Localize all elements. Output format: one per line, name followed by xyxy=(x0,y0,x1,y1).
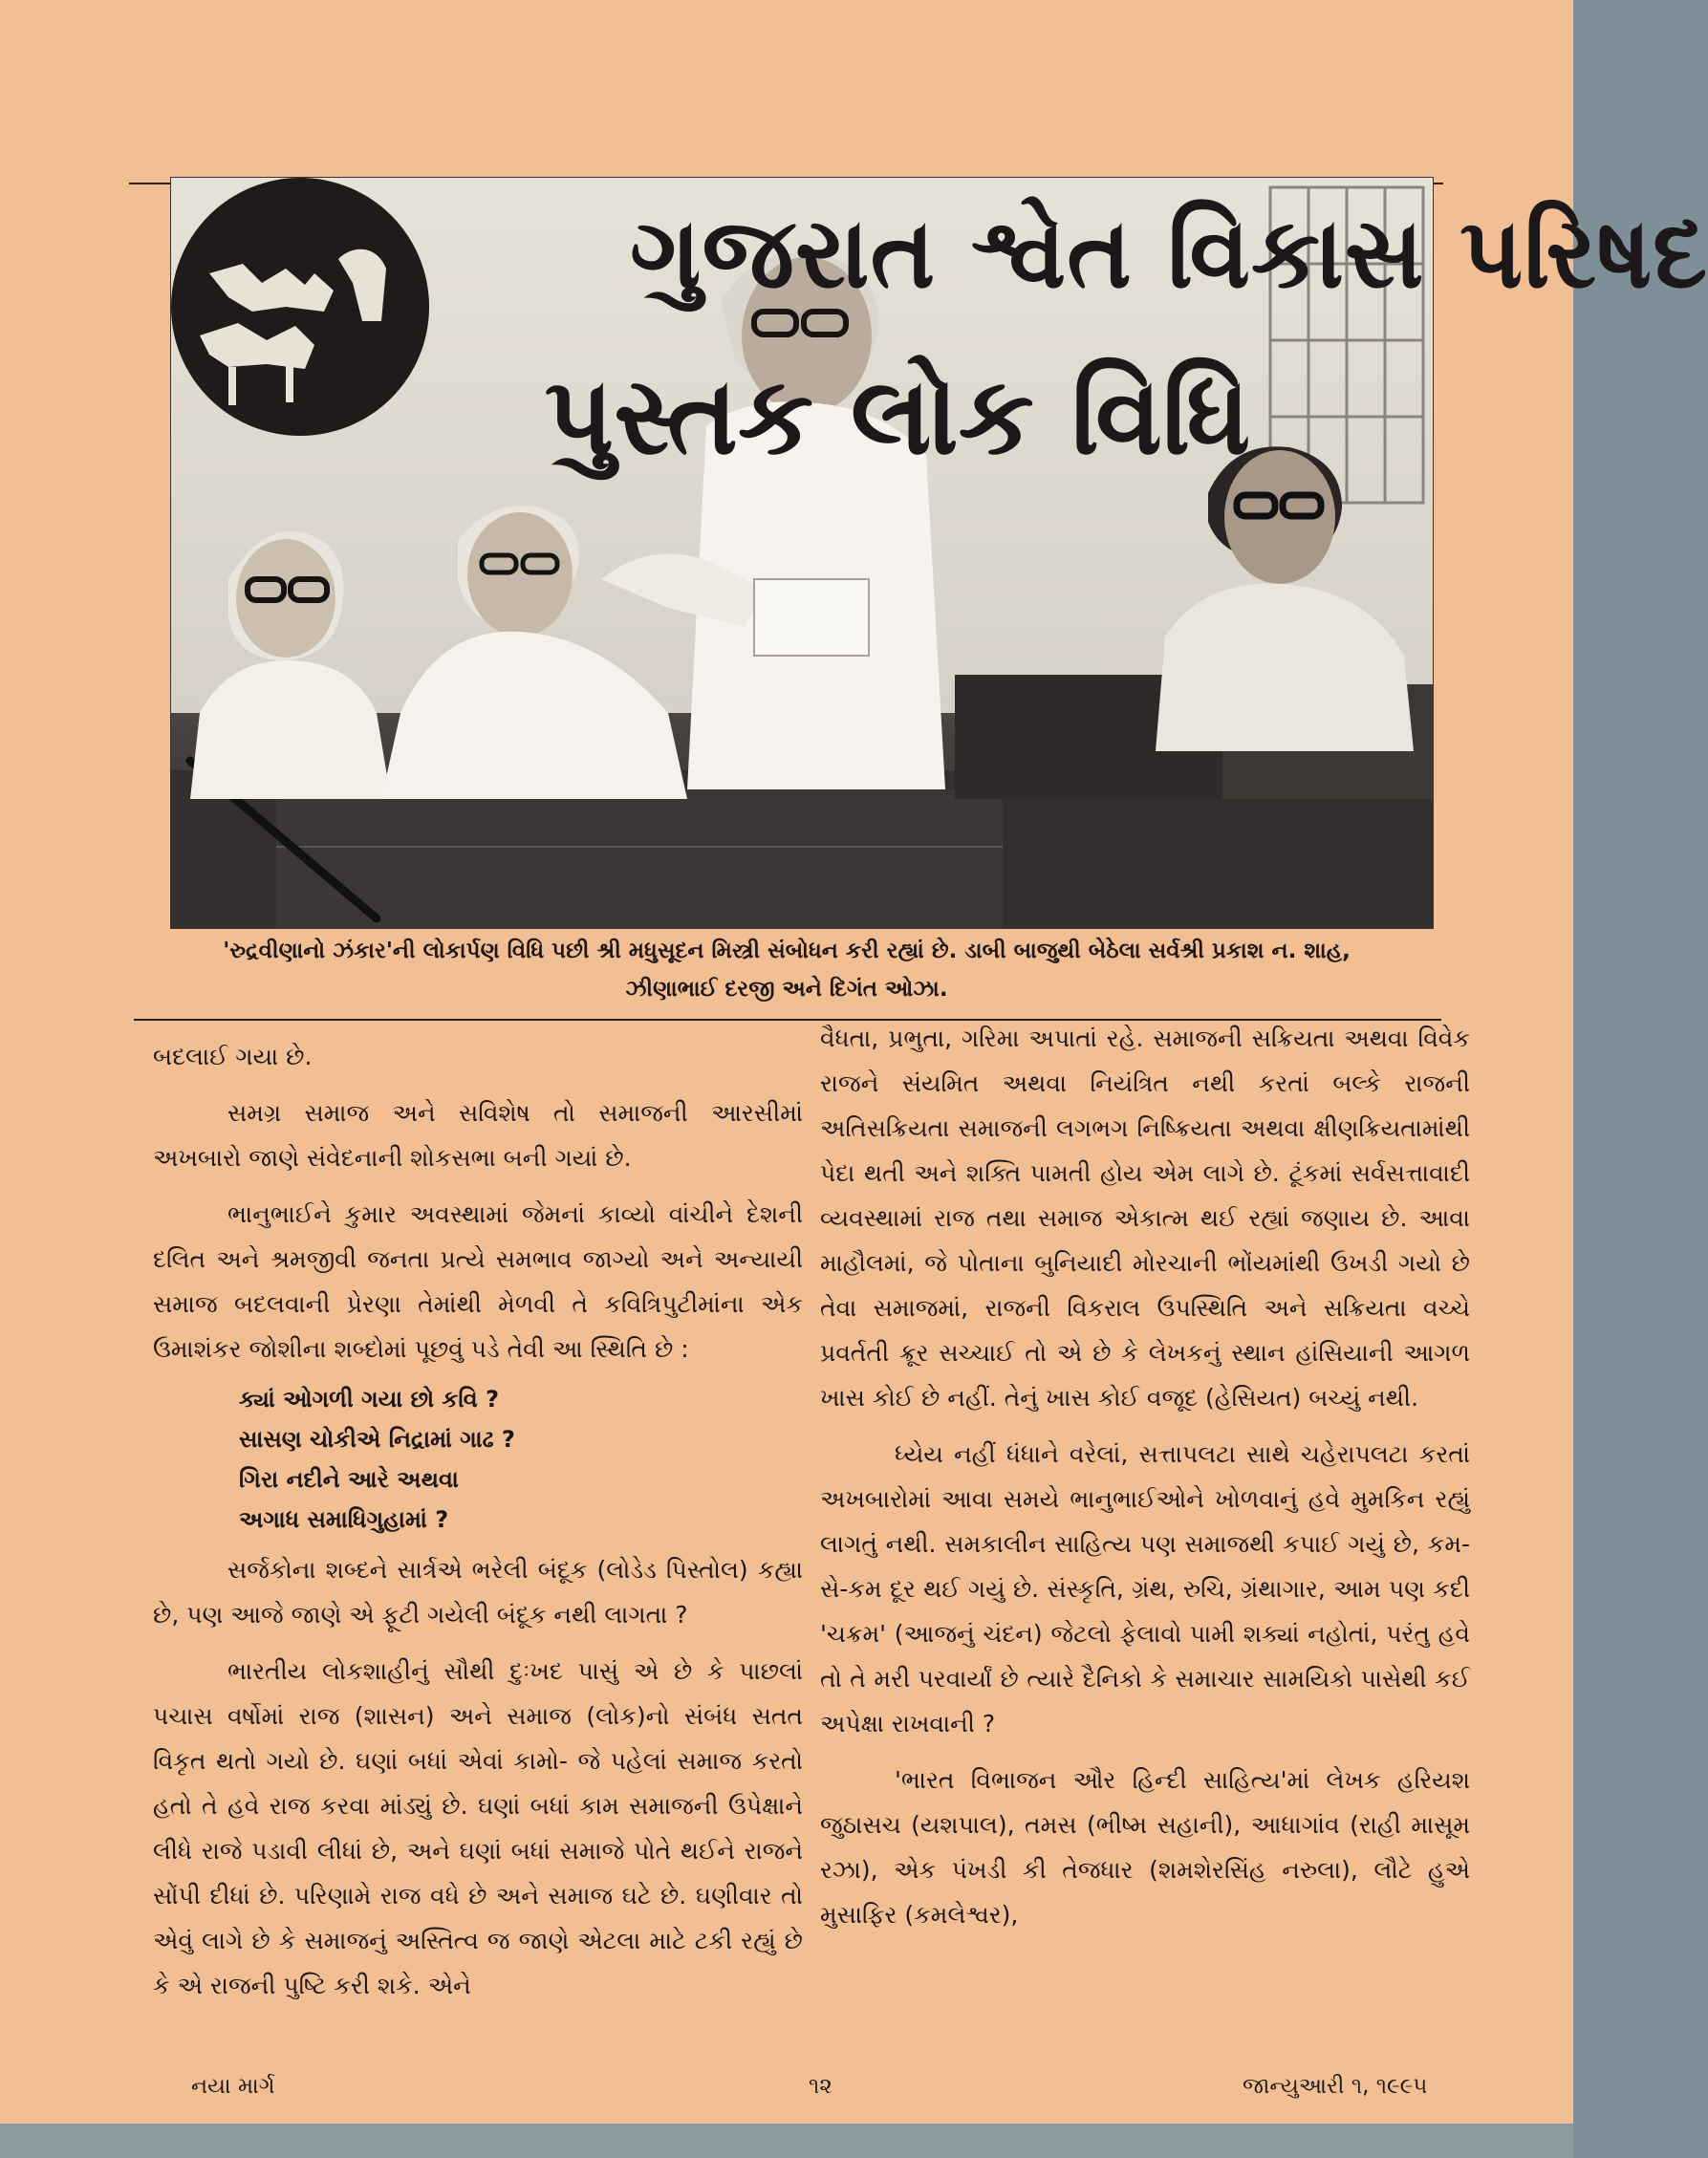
paragraph: ધ્યેય નહીં ધંધાને વરેલાં, સત્તાપલટા સાથે ચહેરાપલટા કરતાં અખબારોમાં આવા સમયે ભાનુભાઈઓને ખોળવાનું હવે મુમકિન રહ્યું લાગતું નથી. સમકાલીન સાહિત્ય પણ સમાજથી કપાઈ ગયું છે, કમ-સે-કમ દૂર થઈ ગયું છે. સંસ્કૃતિ, ગ્રંથ, રુચિ, ગ્રંથાગાર, આમ પણ કદી 'ચક્રમ' (આજનું ચંદન) જેટલો ફેલાવો પામી શક્યાં નહોતાં, પરંતુ હવે તો તે મરી પરવાર્યાં છે ત્યારે દૈનિકો કે સમાચાર સામયિકો પાસેથી કઈ અપેક્ષા રાખવાની ? xyxy=(820,1440,1470,1737)
poem-quote xyxy=(239,1379,803,1540)
poem-line: સાસણ ચોકીએ નિદ્રામાં ગાઢ ? xyxy=(239,1426,515,1453)
banner-subtitle: પુસ્તક લોક વિધિ xyxy=(544,355,1251,479)
paragraph: ભાનુભાઈને કુમાર અવસ્થામાં જેમનાં કાવ્યો વાંચીને દેશની દલિત અને શ્રમજીવી જનતા પ્રત્યે સમભાવ જાગ્યો અને અન્યાયી સમાજ બદલવાની પ્રેરણા તેમાંથી મેળવી તે કવિત્રિપુટીમાંના એક ઉમાશંકર જોશીના શબ્દોમાં પૂછવું પડે તેવી આ સ્થિતિ છે : xyxy=(153,1200,803,1363)
logo xyxy=(171,178,429,436)
paragraph: સર્જકોના શબ્દને સાર્ત્રએ ભરેલી બંદૂક (લોડેડ પિસ્તોલ) કહ્યા છે, પણ આજે જાણે એ ફૂટી ગયેલી બંદૂક નથી લાગતા ? xyxy=(153,1556,803,1629)
caption-line-1: 'રુદ્રવીણાનો ઝંકાર'ની લોકાર્પણ વિધિ પછી શ્રી મધુસૂદન મિસ્ત્રી સંબોધન કરી રહ્યાં છે. ડાબી બાજુથી બેઠેલા સર્વશ્રી પ્રકાશ ન. શાહ, xyxy=(223,939,1351,963)
poem-line: ક્યાં ઓગળી ગયા છો કવિ ? xyxy=(239,1386,500,1413)
paragraph: વૈધતા, પ્રભુતા, ગરિમા અપાતાં રહે. સમાજની સક્રિયતા અથવા વિવેક રાજને સંયમિત અથવા નિયંત્રિત નથી કરતાં બલ્કે રાજની અતિસક્રિયતા સમાજની લગભગ નિષ્ક્રિયતા અથવા ક્ષીણક્રિયતામાંથી પેદા થતી અને શક્તિ પામતી હોય એમ લાગે છે. ટૂંકમાં સર્વસત્તાવાદી વ્યવસ્થામાં રાજ તથા સમાજ એકાત્મ થઈ રહ્યાં જણાય છે. આવા માહૌલમાં, જે પોતાના બુનિયાદી મોરચાની ભોંયમાંથી ઉખડી ગયો છે તેવા સમાજમાં, રાજની વિકરાલ ઉપસ્થિતિ અને સક્રિયતા વચ્ચે પ્રવર્તતી ક્રૂર સચ્ચાઈ તો એ છે કે લેખકનું સ્થાન હાંસિયાની આગળ ખાસ કોઈ છે નહીં. તેનું ખાસ કોઈ વજૂદ (હેસિયત) બચ્યું નથી. xyxy=(820,1025,1470,1412)
poem-line: ગિરા નદીને આરે અથવા xyxy=(239,1466,459,1493)
magazine-name: નયા માર્ગ xyxy=(191,2074,275,2099)
right-column xyxy=(820,1016,1470,1937)
paragraph: બદલાઈ ગયા છે. xyxy=(153,1043,313,1070)
poem-line: અગાધ સમાધિગુહામાં ? xyxy=(239,1506,449,1533)
scan-background xyxy=(0,2124,1573,2158)
event-photo xyxy=(170,177,1708,929)
paragraph: 'ભારત વિભાજન ઔર હિન્દી સાહિત્ય'માં લેખક હરિયશ જુઠાસચ (યશપાલ), તમસ (ભીષ્મ સહાની), આધાગાંવ (રાહી માસૂમ રઝા), એક પંખડી કી તેજધાર (શમશેરસિંહ નરુલા), લૌટે હુએ મુસાફિર (કમલેશ્વર), xyxy=(820,1766,1470,1929)
caption-line-2: ઝીણાભાઈ દરજી અને દિગંત ઓઝા. xyxy=(625,977,948,1002)
page-number: ૧૨ xyxy=(809,2074,832,2099)
left-column xyxy=(153,1034,803,2008)
banner-title: ગુજરાત શ્વેત વિકાસ પરિષદ xyxy=(630,197,1708,311)
paragraph: સમગ્ર સમાજ અને સવિશેષ તો સમાજની આરસીમાં અખબારો જાણે સંવેદનાની શોકસભા બની ગયાં છે. xyxy=(153,1099,803,1172)
paragraph: ભારતીય લોકશાહીનું સૌથી દુઃખદ પાસું એ છે કે પાછલાં પચાસ વર્ષોમાં રાજ (શાસન) અને સમાજ (લોક)નો સંબંધ સતત વિકૃત થતો ગયો છે. ઘણાં બધાં એવાં કામો- જે પહેલાં સમાજ કરતો હતો તે હવે રાજ કરવા માંડ્યું છે. ઘણાં બધાં કામ સમાજની ઉપેક્ષાને લીધે રાજે પડાવી લીધાં છે, અને ઘણાં બધાં સમાજે પોતે થઈને રાજને સોંપી દીધાં છે. પરિણામે રાજ વધે છે અને સમાજ ઘટે છે. ઘણીવાર તો એવું લાગે છે કે સમાજનું અસ્તિત્વ જ જાણે એટલા માટે ટકી રહ્યું છે કે એ રાજની પુષ્ટિ કરી શકે. એને xyxy=(153,1657,803,1999)
issue-date: જાન્યુઆરી ૧, ૧૯૯૫ xyxy=(1243,2074,1428,2099)
photo-caption xyxy=(134,932,1439,1008)
